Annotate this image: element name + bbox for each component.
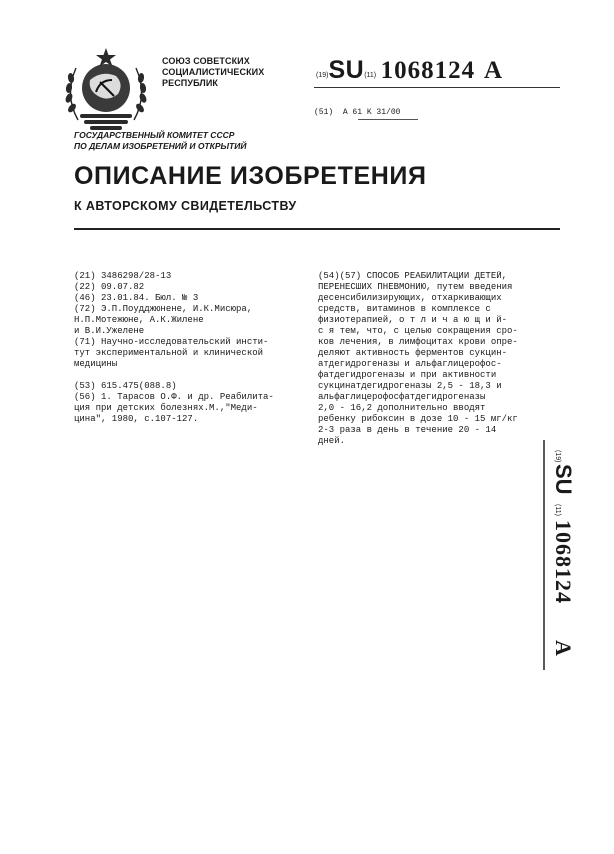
side-kind-code: A [551,640,576,656]
biblio-line: тут экспериментальной и клинической [74,348,264,358]
claim-line: ков лечения, в лимфоцитах крови опре- [318,337,518,347]
biblio-line [74,370,296,381]
claim-line: ребенку рибоксин в дозе 10 - 15 мг/кг [318,414,518,424]
claim-line: 2,0 - 16,2 дополнительно вводят [318,403,486,413]
claim-line: атдегидрогеназы и альфаглицерофос- [318,359,502,369]
document-subtitle: К АВТОРСКОМУ СВИДЕТЕЛЬСТВУ [74,199,297,213]
state-name-line: СОЦИАЛИСТИЧЕСКИХ [162,67,265,77]
committee-line: ПО ДЕЛАМ ИЗОБРЕТЕНИЙ И ОТКРЫТИЙ [74,141,247,151]
inid-code-11: (11) [364,72,377,79]
patent-number: 1068124 [380,57,476,84]
claim-line: ПЕРЕНЕСШИХ ПНЕВМОНИЮ, путем введения [318,282,513,292]
patent-office-name [74,130,246,152]
bibliographic-data [74,271,296,425]
claim-line: средств, витаминов в комплексе с [318,304,491,314]
title-rule [74,228,560,230]
biblio-line: и В.И.Ужелене [74,326,145,336]
invention-claim [318,271,560,447]
ipc-rule [358,119,418,120]
claim-line: десенсибилизирующих, отхаркивающих [318,293,502,303]
biblio-line: цина", 1980, с.107-127. [74,414,199,424]
claim-line: физиотерапией, о т л и ч а ю щ и й- [318,315,508,325]
claim-line: (54)(57) СПОСОБ РЕАБИЛИТАЦИИ ДЕТЕЙ, [318,271,508,281]
state-name-line: СОЮЗ СОВЕТСКИХ [162,56,250,66]
issuing-state-name [162,56,264,89]
claim-line: альфаглицерофосфатдегидрогеназы [318,392,486,402]
ipc-class-text: A 61 K 31/00 [342,108,401,117]
biblio-line: (71) Научно-исследовательский инсти- [74,337,269,347]
inid-code-19: (19) [316,72,329,79]
country-code: SU [328,56,365,84]
biblio-line: (22) 09.07.82 [74,282,145,292]
claim-line: деляют активность ферментов сукцин- [318,348,508,358]
biblio-line: (56) 1. Тарасов О.Ф. и др. Реабилита- [74,392,274,402]
claim-line: дней. [318,436,346,446]
biblio-line: (21) 3486298/28-13 [74,271,172,281]
publication-number [316,56,503,86]
biblio-line: Н.П.Мотежюне, А.К.Жилене [74,315,204,325]
ipc-classification [314,108,400,117]
biblio-line: (46) 23.01.84. Бюл. № 3 [74,293,199,303]
claim-line: 2-3 раза в день в течение 20 - 14 [318,425,497,435]
inid-code-51: (51) [314,108,334,117]
ussr-state-emblem-icon [58,40,154,136]
claim-line: фатдегидрогеназы и при активности [318,370,497,380]
side-publication-number [542,440,576,670]
biblio-line: (53) 615.475(088.8) [74,381,177,391]
claim-line: сукцинатдегидрогеназы 2,5 - 18,3 и [318,381,502,391]
publication-rule [314,87,560,88]
kind-code: A [483,57,504,84]
state-name-line: РЕСПУБЛИК [162,78,218,88]
committee-line: ГОСУДАРСТВЕННЫЙ КОМИТЕТ СССР [74,130,235,140]
biblio-line: медицины [74,359,118,369]
claim-line: с я тем, что, с целью сокращения сро- [318,326,518,336]
side-country-code: SU [551,464,576,495]
side-inid-code-19: (19) [554,450,561,463]
biblio-line: ция при детских болезнях.М.,"Меди- [74,403,258,413]
document-title: ОПИСАНИЕ ИЗОБРЕТЕНИЯ [74,162,427,190]
side-inid-code-11: (11) [554,504,561,516]
biblio-line: (72) Э.П.Поудджюнене, И.К.Мисюра, [74,304,253,314]
side-patent-number: 1068124 [551,520,576,604]
